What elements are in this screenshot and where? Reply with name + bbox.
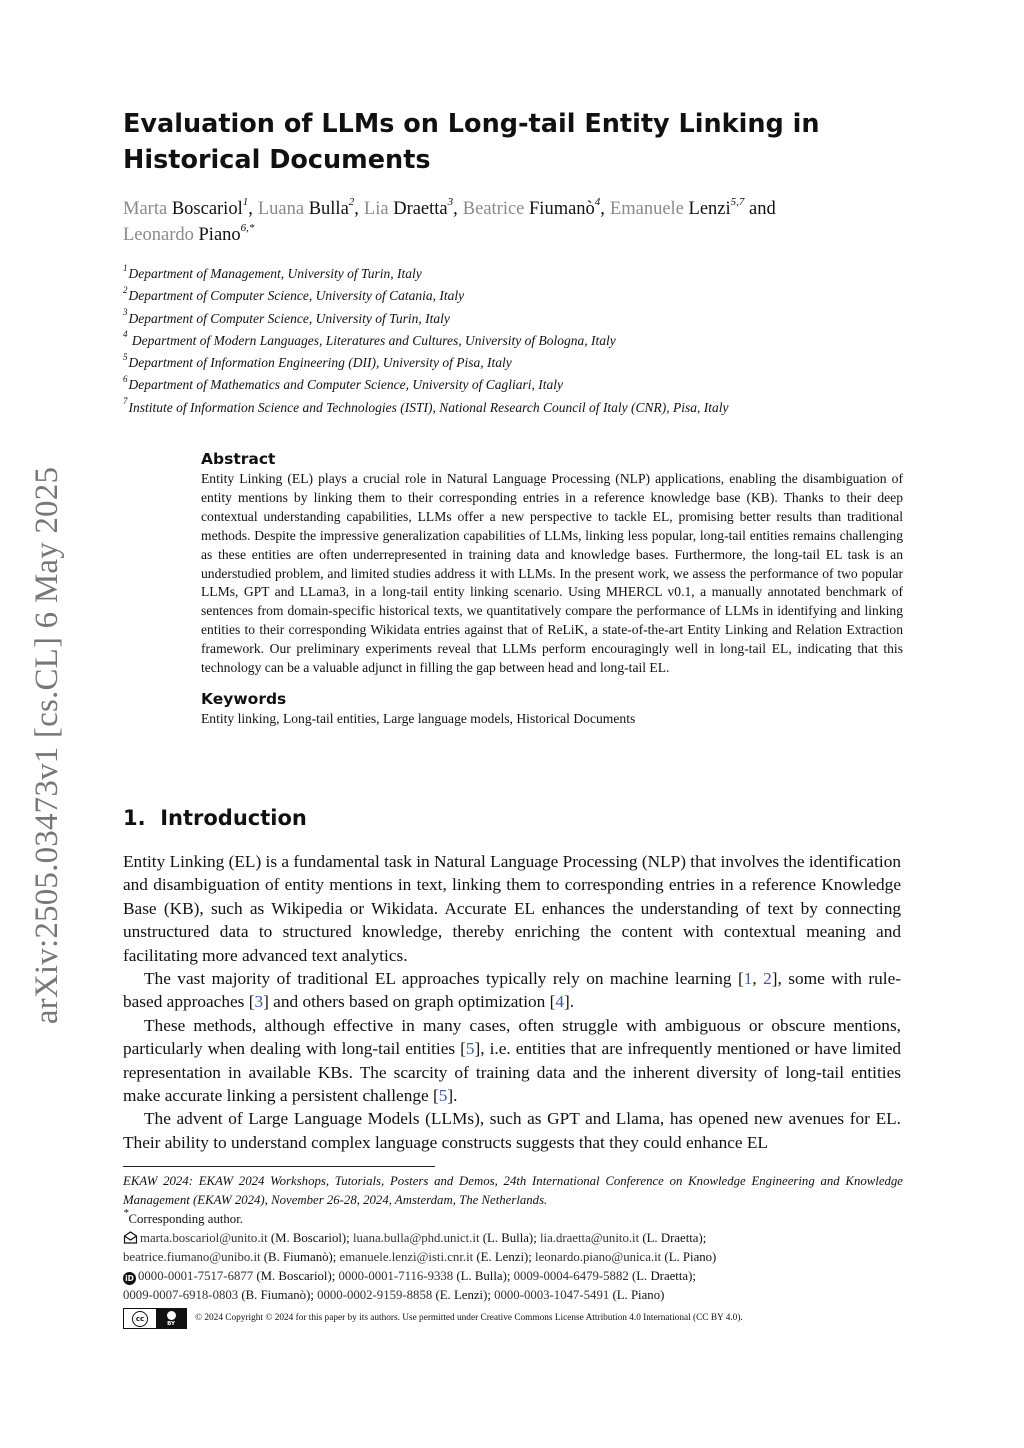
author-last-name: Fiumanò xyxy=(529,199,595,219)
author-first-name: Beatrice xyxy=(462,199,525,219)
affiliation-text: Department of Management, University of Turin, Italy xyxy=(128,266,422,281)
arxiv-id: arXiv:2505.03473v1 [cs.CL] 6 May 2025 xyxy=(29,466,66,1024)
author xyxy=(257,195,359,219)
author-separator: , xyxy=(354,199,359,219)
cc-icon: cc xyxy=(132,1311,148,1327)
author-last-name: Piano xyxy=(198,225,241,245)
corresponding-mark: * xyxy=(123,1206,129,1219)
abstract-text: Entity Linking (EL) plays a crucial role in Natural Language Processing (NLP) applications, enabling the disambiguation of entity mentions by linking them to their corresponding entries in a reference knowledge base (KB). Thanks to their deep contextual understanding capabilities, LLMs offer a new perspective to tackle EL, promising better results than traditional methods. Despite the impressive generalization capabilities of LLMs, linking less popular, long-tail entities remains challenging as these entities are often underrepresented in training data and knowledge bases. Furthermore, the long-tail EL task is an understudied problem, and limited studies address it with LLMs. In the present work, we assess the performance of two popular LLMs, GPT and LLama3, in a long-tail entity linking scenario. Using MHERCL v0.1, a manually annotated benchmark of sentences from domain-specific historical texts, we quantitatively compare the performance of LLMs in identifying and linking entities to their corresponding Wikidata entries against that of ReLiK, a state-of-the-art Entity Linking and Relation Extraction framework. Our preliminary experiments reveal that LLMs perform encouragingly well in long-tail EL, indicating that this technology can be a valuable adjunct in filling the gap between head and long-tail EL. xyxy=(201,471,903,676)
affiliation-mark: 7 xyxy=(123,396,128,407)
keywords-text: Entity linking, Long-tail entities, Large language models, Historical Documents xyxy=(201,710,636,726)
footnote-line xyxy=(123,1286,903,1305)
author-affiliation-mark: 6,* xyxy=(240,221,255,234)
affiliation-text: Institute of Information Science and Technologies (ISTI), National Research Council of Italy (CNR), Pisa, Italy xyxy=(128,399,729,415)
text-run: Entity Linking (EL) is a fundamental task in Natural Language Processing (NLP) that involves the identification and disambiguation of entity mentions in text, linking them to corresponding entries in a reference Knowledge Base (KB), such as Wikipedia or Wikidata. Accurate EL enhances the understanding of text by connecting unstructured data to structured knowledge, thereby enriching the content with contextual meaning and facilitating more advanced text analytics. xyxy=(123,852,901,965)
arxiv-stamp xyxy=(22,450,74,1040)
footnote-link[interactable]: beatrice.fiumano@unibo.it xyxy=(123,1250,261,1264)
author-affiliation-mark: 3 xyxy=(447,195,454,208)
text-run: ], some with rule-based approaches [ xyxy=(123,969,901,1012)
footnote-line xyxy=(123,1248,903,1267)
affiliation-mark: 4 xyxy=(123,329,128,340)
author-first-name: Emanuele xyxy=(609,199,684,219)
affiliation-mark: 3 xyxy=(123,307,128,318)
footnote-link[interactable]: 0009-0007-6918-0803 xyxy=(123,1288,239,1302)
citation-link[interactable]: 1 xyxy=(743,969,753,989)
author-first-name: Leonardo xyxy=(123,225,194,245)
affiliation xyxy=(123,374,923,396)
author-last-name: Bulla xyxy=(308,199,349,219)
email-lines xyxy=(123,1229,903,1267)
author-last-name: Lenzi xyxy=(688,199,731,219)
text-run: ]. xyxy=(447,1086,458,1106)
introduction-body xyxy=(123,850,901,1154)
text-run: The vast majority of traditional EL approaches typically rely on machine learning [ xyxy=(144,969,744,989)
text-run: ] and others based on graph optimization [ xyxy=(263,992,556,1012)
affiliation xyxy=(123,308,923,330)
author-list xyxy=(123,196,903,248)
author-last-name: Boscariol xyxy=(171,199,243,219)
footnote-link[interactable]: emanuele.lenzi@isti.cnr.it xyxy=(339,1250,474,1264)
body-paragraph xyxy=(123,1014,901,1108)
license-text: © 2024 Copyright © 2024 for this paper by its authors. Use permitted under Creative Commons License Attribution 4.0 International (CC BY 4.0). xyxy=(195,1313,743,1323)
affiliation-text: Department of Information Engineering (DII), University of Pisa, Italy xyxy=(128,355,512,371)
orcid-icon: iD xyxy=(123,1272,136,1285)
affiliation-list xyxy=(123,263,923,419)
citation-link[interactable]: 4 xyxy=(555,992,565,1012)
footnote-line xyxy=(123,1267,903,1286)
author xyxy=(123,221,255,245)
abstract-block xyxy=(201,448,903,729)
text-run: ], i.e. entities that are infrequently mentioned or have limited representation in available KBs. The scarcity of training data and the inherent diversity of long-tail entities make accurate linking a persistent challenge [ xyxy=(123,1039,902,1106)
author-separator: , xyxy=(600,199,605,219)
affiliation-mark: 6 xyxy=(123,373,128,384)
author xyxy=(363,195,458,219)
citation-link[interactable]: 3 xyxy=(254,992,264,1012)
footnotes xyxy=(123,1172,903,1329)
person-icon xyxy=(167,1311,176,1320)
text-run: (L. Draetta); xyxy=(628,1269,696,1283)
author-affiliation-mark: 5,7 xyxy=(730,195,745,208)
author-separator: and xyxy=(744,199,776,219)
author-affiliation-mark: 2 xyxy=(348,195,355,208)
footnote-link[interactable]: marta.boscariol@unito.it xyxy=(140,1231,268,1245)
body-paragraph xyxy=(123,850,901,967)
footnote-link[interactable]: 0000-0003-1047-5491 xyxy=(494,1288,610,1302)
affiliation xyxy=(123,330,923,352)
text-run: , xyxy=(752,969,764,989)
affiliation-text: Department of Computer Science, University of Catania, Italy xyxy=(128,288,465,304)
text-run: (L. Bulla); xyxy=(453,1269,514,1283)
text-run: (E. Lenzi); xyxy=(432,1288,495,1302)
orcid-lines xyxy=(123,1267,903,1305)
affiliation-mark: 1 xyxy=(123,262,128,273)
author-affiliation-mark: 4 xyxy=(594,195,601,208)
text-run: (L. Draetta); xyxy=(639,1231,707,1245)
affiliation-mark: 2 xyxy=(123,284,128,295)
envelope-icon xyxy=(123,1231,138,1244)
citation-link[interactable]: 2 xyxy=(763,969,772,989)
footnote-link[interactable]: lia.draetta@unito.it xyxy=(539,1231,640,1245)
footnote-link[interactable]: 0009-0004-6479-5882 xyxy=(513,1269,629,1283)
section-title: Introduction xyxy=(160,806,307,830)
author-last-name: Draetta xyxy=(393,199,448,219)
footnote-line xyxy=(123,1229,903,1248)
abstract-heading: Abstract xyxy=(201,450,276,468)
text-run: The advent of Large Language Models (LLMs), such as GPT and Llama, has opened new avenues for EL. Their ability to understand complex language constructs suggests that they could enhance EL xyxy=(123,1109,901,1152)
text-run: (L. Bulla); xyxy=(479,1231,540,1245)
cc-by-badge[interactable]: cc BY xyxy=(123,1308,187,1329)
corresponding-note: *Corresponding author. xyxy=(123,1206,243,1226)
license-row xyxy=(123,1308,903,1329)
section-number: 1. xyxy=(123,806,146,830)
affiliation xyxy=(123,352,923,374)
text-run: (E. Lenzi); xyxy=(473,1250,536,1264)
body-paragraph xyxy=(123,1107,901,1154)
affiliation xyxy=(123,285,923,307)
author-separator: , xyxy=(453,199,458,219)
text-run: These methods, although effective in many cases, often struggle with ambiguous or obscure mentions, particularly when dealing with long-tail entities [ xyxy=(123,1015,901,1059)
footnote-link[interactable]: luana.bulla@phd.unict.it xyxy=(352,1231,480,1245)
section-heading xyxy=(123,803,307,833)
footnote-rule xyxy=(123,1166,435,1167)
text-run: (L. Piano) xyxy=(661,1250,717,1264)
footnote-link[interactable]: 0000-0001-7517-6877 xyxy=(138,1269,254,1283)
text-run: (M. Boscariol); xyxy=(267,1231,353,1245)
author-first-name: Luana xyxy=(257,199,305,219)
affiliation xyxy=(123,263,923,285)
footnote-link[interactable]: 0000-0002-9159-8858 xyxy=(317,1288,433,1302)
affiliation-text: Department of Mathematics and Computer Science, University of Cagliari, Italy xyxy=(128,377,564,393)
author xyxy=(462,195,605,219)
author xyxy=(123,195,253,219)
affiliation-text: Department of Modern Languages, Literatures and Cultures, University of Bologna, Italy xyxy=(128,332,616,348)
text-run: (B. Fiumanò); xyxy=(260,1250,340,1264)
citation-link[interactable]: 5 xyxy=(438,1086,448,1106)
citation-link[interactable]: 5 xyxy=(465,1039,475,1059)
footnote-link[interactable]: leonardo.piano@unica.it xyxy=(535,1250,662,1264)
conference-note: EKAW 2024: EKAW 2024 Workshops, Tutorials, Posters and Demos, 24th International Conference on Knowledge Engineering and Knowledge Management (EKAW 2024), November 26-28, 2024, Amsterdam, The Netherlands. xyxy=(123,1174,903,1207)
author-first-name: Marta xyxy=(123,199,168,219)
text-run: (L. Piano) xyxy=(609,1288,665,1302)
affiliation xyxy=(123,397,923,419)
text-run: (B. Fiumanò); xyxy=(238,1288,318,1302)
author xyxy=(609,195,776,219)
author-separator: , xyxy=(248,199,253,219)
affiliation-text: Department of Computer Science, University of Turin, Italy xyxy=(128,310,450,326)
keywords-heading: Keywords xyxy=(201,689,287,708)
author-first-name: Lia xyxy=(363,199,389,219)
author-affiliation-mark: 1 xyxy=(242,195,249,208)
paper-title: Evaluation of LLMs on Long-tail Entity Linking in Historical Documents xyxy=(123,109,820,175)
body-paragraph xyxy=(123,967,901,1014)
affiliation-mark: 5 xyxy=(123,351,128,362)
footnote-link[interactable]: 0000-0001-7116-9338 xyxy=(338,1269,454,1283)
text-run: ]. xyxy=(564,992,575,1012)
text-run: (M. Boscariol); xyxy=(253,1269,339,1283)
